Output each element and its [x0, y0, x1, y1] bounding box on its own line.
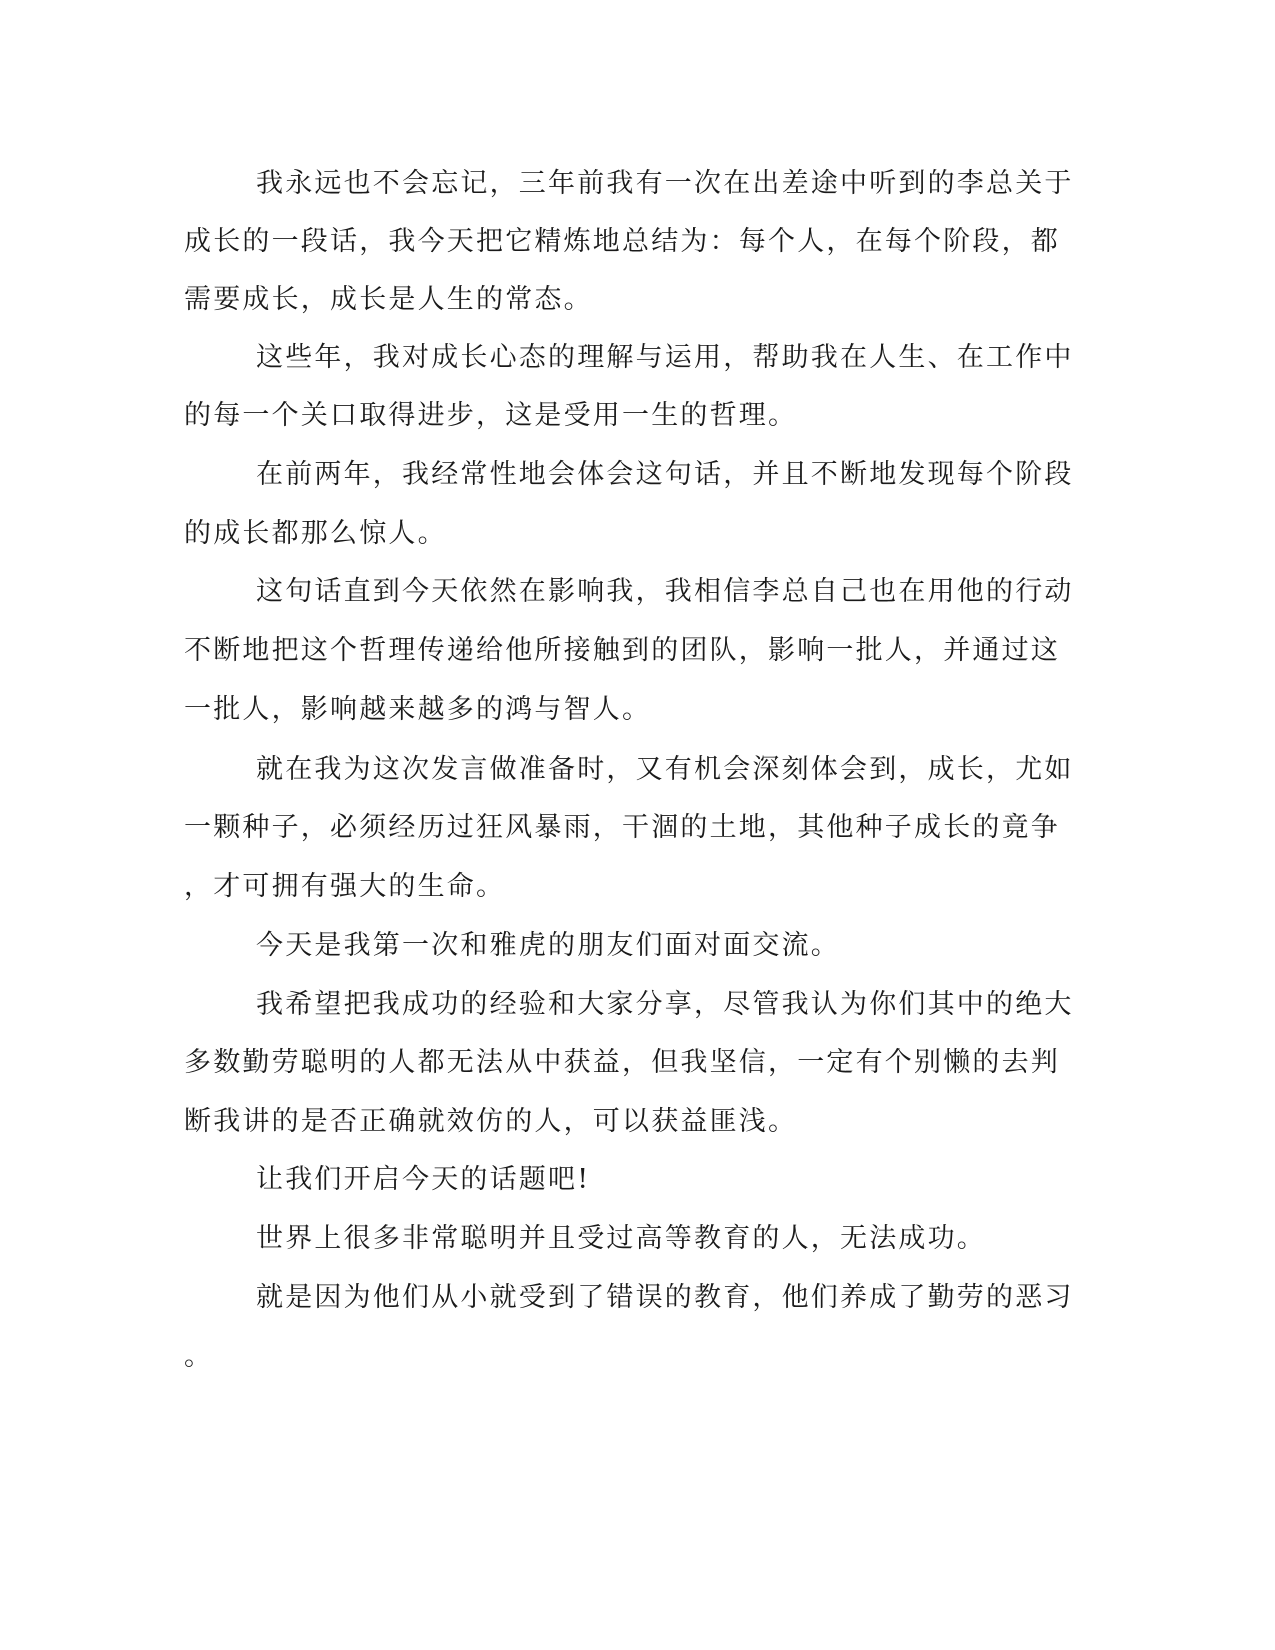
paragraph-1-line-1: 我永远也不会忘记，三年前我有一次在出差途中听到的李总关于	[256, 168, 1074, 199]
paragraph-7-line-2: 多数勤劳聪明的人都无法从中获益，但我坚信，一定有个别懒的去判	[184, 1047, 1060, 1078]
paragraph-1-line-3: 需要成长，成长是人生的常态。	[184, 284, 593, 315]
paragraph-5-line-3: ，才可拥有强大的生命。	[184, 871, 506, 902]
paragraph-3-line-1: 在前两年，我经常性地会体会这句话，并且不断地发现每个阶段	[256, 459, 1074, 490]
paragraph-4-line-3: 一批人，影响越来越多的鸿与智人。	[184, 694, 652, 725]
paragraph-2-line-2: 的每一个关口取得进步，这是受用一生的哲理。	[184, 400, 798, 431]
paragraph-10-line-2: 。	[184, 1341, 214, 1372]
paragraph-7-line-3: 断我讲的是否正确就效仿的人，可以获益匪浅。	[184, 1106, 798, 1137]
paragraph-1-line-2: 成长的一段话，我今天把它精炼地总结为：每个人，在每个阶段，都	[184, 226, 1060, 257]
paragraph-10-line-1: 就是因为他们从小就受到了错误的教育，他们养成了勤劳的恶习	[256, 1282, 1074, 1313]
paragraph-6-line-1: 今天是我第一次和雅虎的朋友们面对面交流。	[256, 930, 840, 961]
paragraph-8-line-1: 让我们开启今天的话题吧!	[256, 1164, 591, 1195]
paragraph-2-line-1: 这些年，我对成长心态的理解与运用，帮助我在人生、在工作中	[256, 342, 1074, 373]
paragraph-3-line-2: 的成长都那么惊人。	[184, 518, 447, 549]
paragraph-7-line-1: 我希望把我成功的经验和大家分享，尽管我认为你们其中的绝大	[256, 989, 1074, 1020]
paragraph-5-line-1: 就在我为这次发言做准备时，又有机会深刻体会到，成长，尤如	[256, 754, 1074, 785]
paragraph-9-line-1: 世界上很多非常聪明并且受过高等教育的人，无法成功。	[256, 1223, 986, 1254]
paragraph-5-line-2: 一颗种子，必须经历过狂风暴雨，干涸的土地，其他种子成长的竟争	[184, 812, 1060, 843]
paragraph-4-line-2: 不断地把这个哲理传递给他所接触到的团队，影响一批人，并通过这	[184, 635, 1060, 666]
paragraph-4-line-1: 这句话直到今天依然在影响我，我相信李总自己也在用他的行动	[256, 576, 1074, 607]
